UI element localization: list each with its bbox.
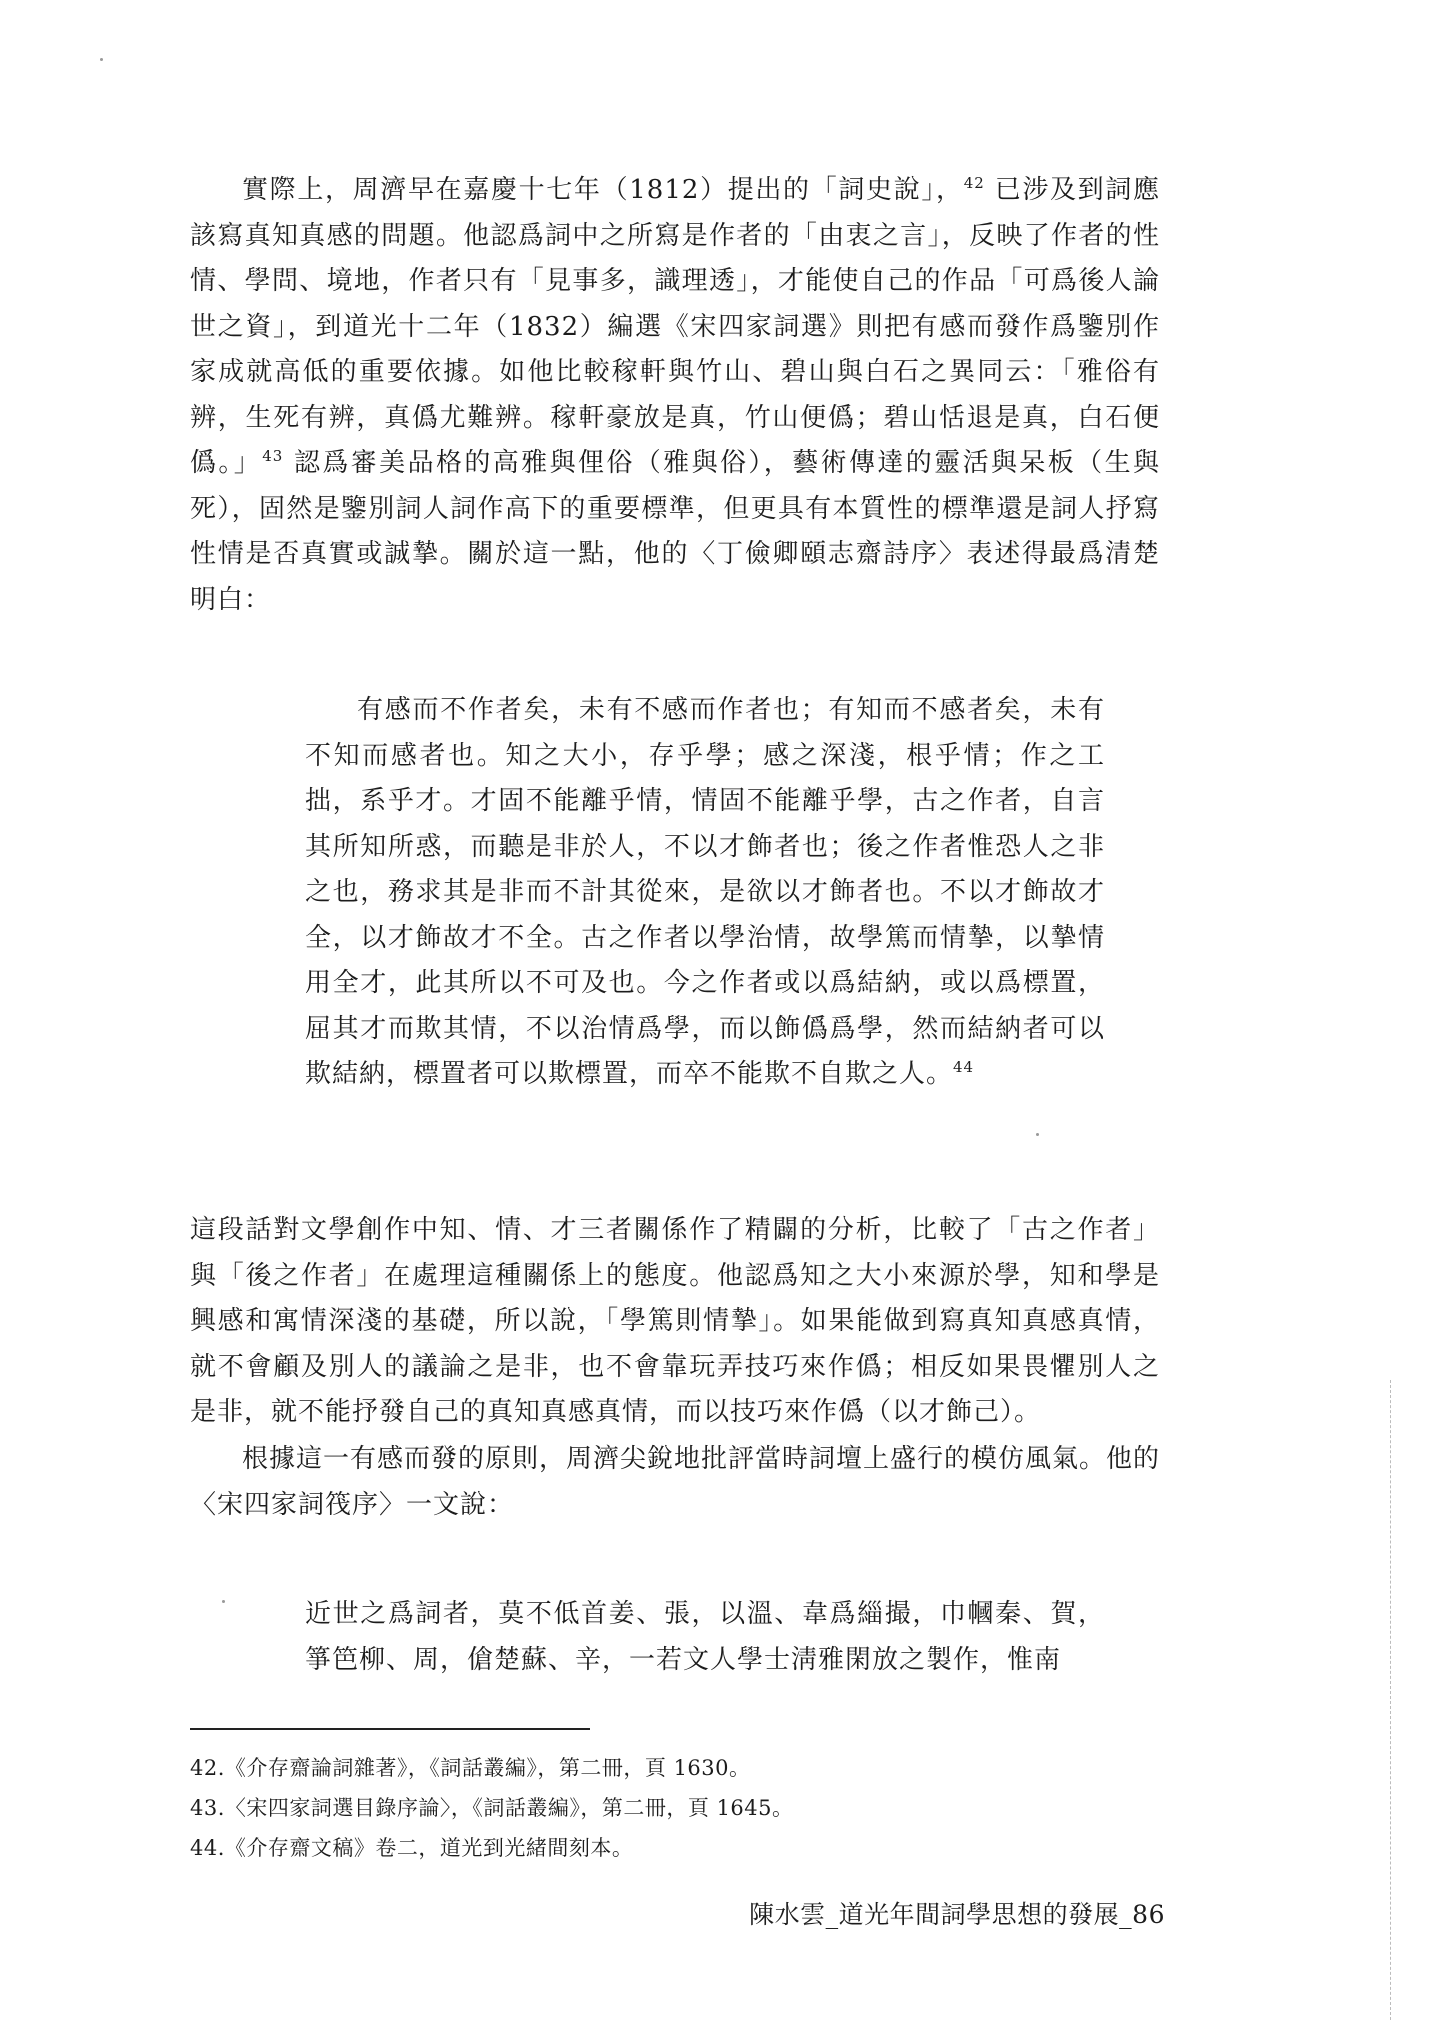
paragraph-1-part-c: 認爲審美品格的高雅與俚俗（雅與俗），藝術傳達的靈活與呆板（生與死），固然是鑒別詞人詞作高下的重要標準，但更具有本質性的標準還是詞人抒寫性情是否真實或誠摯。關於這一點，他的〈丁儉卿頤志齋詩序〉表述得最爲清楚明白： bbox=[190, 448, 1160, 615]
block-quote-1-text: 有感而不作者矣，未有不感而作者也；有知而不感者矣，未有不知而感者也。知之大小，存乎學；感之深淺，根乎情；作之工拙，系乎才。才固不能離乎情，情固不能離乎學，古之作者，自言其所知所惑，而聽是非於人，不以才飾者也；後之作者惟恐人之非之也，務求其是非而不計其從來，是欲以才飾者也。不以才飾故才全，以才飾故才不全。古之作者以學治情，故學篤而情摯，以摯情用全才，此其所以不可及也。今之作者或以爲結納，或以爲標置，屈其才而欺其情，不以治情爲學，而以飾僞爲學，然而結納者可以欺結納，標置者可以欺標置，而卒不能欺不自欺之人。 bbox=[305, 695, 1105, 1089]
paragraph-1-part-a: 實際上，周濟早在嘉慶十七年（1812）提出的「詞史說」， bbox=[242, 175, 964, 205]
footnote-43: 43.〈宋四家詞選目錄序論〉，《詞話叢編》，第二冊，頁 1645。 bbox=[190, 1796, 794, 1820]
footnote-42: 42.《介存齋論詞雜著》，《詞話叢編》，第二冊，頁 1630。 bbox=[190, 1756, 751, 1780]
footnote-separator bbox=[190, 1728, 590, 1730]
body-paragraph-1 bbox=[190, 168, 1160, 623]
footnotes bbox=[190, 1748, 1090, 1868]
footnote-ref-42: 42 bbox=[963, 174, 985, 192]
block-quote-1 bbox=[305, 688, 1105, 1098]
scan-edge-line bbox=[1390, 1380, 1391, 2020]
paragraph-1-part-b: 已涉及到詞應該寫真知真感的問題。他認爲詞中之所寫是作者的「由衷之言」，反映了作者的性情、學問、境地，作者只有「見事多，識理透」，才能使自己的作品「可爲後人論世之資」，到道光十二年（1832）編選《宋四家詞選》則把有感而發作爲鑒別作家成就高低的重要依據。如他比較稼軒與竹山、碧山與白石之異同云：「雅俗有辨，生死有辨，真僞尤難辨。稼軒豪放是真，竹山便僞；碧山恬退是真，白石便僞。」 bbox=[190, 175, 1161, 478]
scan-speck bbox=[222, 1600, 225, 1603]
scan-speck bbox=[100, 58, 103, 61]
running-footer: 陳水雲_道光年間詞學思想的發展_86 bbox=[749, 1900, 1165, 1929]
block-quote-2: 近世之爲詞者，莫不低首姜、張，以溫、韋爲緇撮，巾幗秦、賀，箏笆柳、周，傖楚蘇、辛，一若文人學士淸雅閑放之製作，惟南 bbox=[305, 1599, 1105, 1675]
body-paragraph-2: 這段話對文學創作中知、情、才三者關係作了精闢的分析，比較了「古之作者」與「後之作者」在處理這種關係上的態度。他認爲知之大小來源於學，知和學是興感和寓情深淺的基礎，所以說，「學篤則情摯」。如果能做到寫真知真感真情，就不會顧及別人的議論之是非，也不會靠玩弄技巧來作僞；相反如果畏懼別人之是非，就不能抒發自己的真知真感真情，而以技巧來作僞（以才飾己）。 bbox=[190, 1215, 1160, 1427]
body-paragraph-3: 根據這一有感而發的原則，周濟尖銳地批評當時詞壇上盛行的模仿風氣。他的〈宋四家詞筏序〉一文說： bbox=[190, 1444, 1161, 1520]
scan-speck bbox=[1036, 1133, 1039, 1136]
footnote-44: 44.《介存齋文稿》卷二，道光到光緒間刻本。 bbox=[190, 1836, 634, 1860]
footnote-ref-43: 43 bbox=[262, 447, 284, 465]
footnote-ref-44: 44 bbox=[953, 1058, 975, 1076]
